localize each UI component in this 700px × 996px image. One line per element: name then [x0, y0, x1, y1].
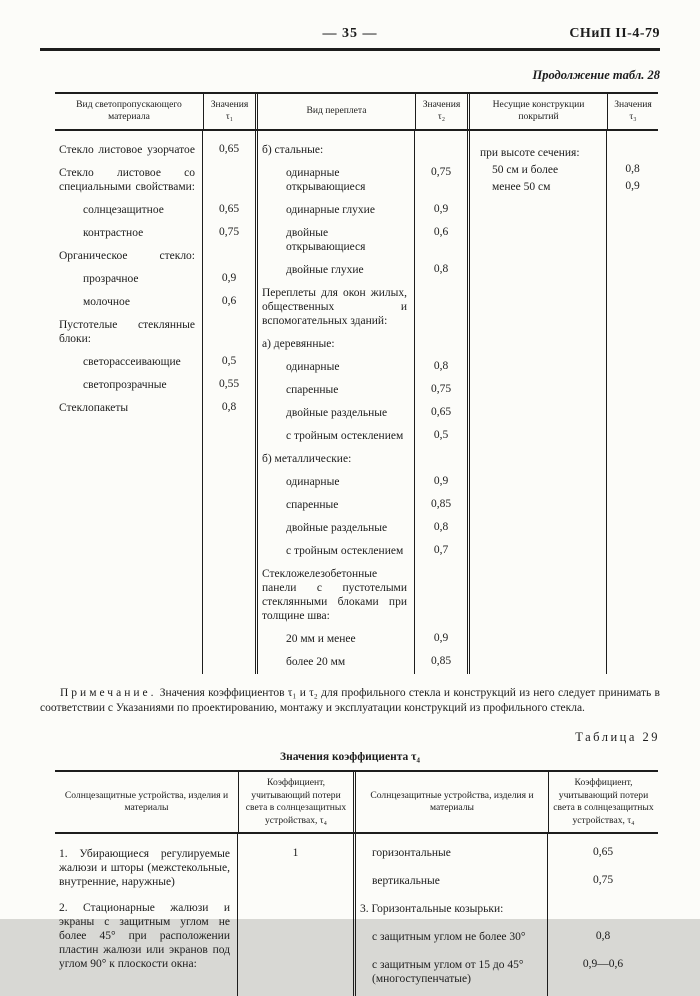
row-value: 0,8: [221, 401, 237, 414]
row-value: 0,65: [218, 142, 240, 155]
row-label: двойные раздельные: [286, 407, 388, 420]
row-label: б) металлические:: [262, 453, 352, 466]
row-label: с защитным углом от 15 до 45° (многоступенчатые): [372, 959, 524, 986]
table28-body: [55, 131, 658, 674]
table29-left-column: [55, 834, 353, 996]
header-rule: [40, 48, 660, 51]
row-value: 0,75: [592, 874, 614, 887]
doc-code: СНиП II-4-79: [569, 26, 660, 41]
row-value: 0,65: [430, 406, 452, 419]
row-label: одинарные: [286, 476, 340, 489]
row-label: светорассеивающие: [83, 356, 181, 369]
note-paragraph: [40, 686, 660, 716]
table28-binding-rows: [258, 131, 467, 674]
page-number: — 35 —: [322, 26, 378, 41]
row-label: светопрозрачные: [83, 379, 167, 392]
row-label: двойные глухие: [286, 264, 364, 277]
table28-header-binding: Вид переплета: [255, 94, 415, 129]
row-label: при высоте сечения:: [480, 146, 580, 159]
row-value: 0,85: [430, 655, 452, 668]
table29-right-column: [353, 834, 658, 996]
row-label: менее 50 см: [492, 180, 551, 193]
table28-header-tau1: Значения τ₁: [203, 94, 255, 129]
row-label: более 20 мм: [286, 656, 346, 669]
row-label: Стекложелезобетонные панели с пустотелыми стеклянными блоками при толщине шва:: [262, 568, 407, 623]
row-label: молочное: [83, 296, 130, 309]
row-label: двойные раздельные: [286, 522, 388, 535]
table28-material-column: [55, 131, 255, 674]
row-label: 1. Убирающиеся регулируемые жалюзи и шторы (межстекольные, внутренние, наружные): [59, 848, 230, 889]
table28-header-structures: Несущие конструкции покрытий: [467, 94, 607, 129]
row-label: спаренные: [286, 384, 339, 397]
row-label: одинарные: [286, 361, 340, 374]
row-value: 0,5: [221, 355, 237, 368]
table29-header-coef-right: Коэффициент, учитывающий потери света в солнцезащитных устройствах, τ₄: [548, 772, 658, 832]
row-value: 0,9: [221, 272, 237, 285]
row-label: Пустотелые стеклянные блоки:: [59, 319, 195, 346]
row-label: Органическое стекло:: [59, 250, 195, 263]
row-value: 0,75: [218, 226, 240, 238]
row-label: спаренные: [286, 499, 339, 512]
table28-structures-column: [467, 131, 658, 674]
row-value: 0,75: [430, 165, 452, 178]
row-label: Стекло листовое узорчатое: [59, 143, 195, 156]
row-value: 0,6: [433, 226, 449, 238]
row-value: 0,6: [221, 295, 237, 308]
row-label: 20 мм и менее: [286, 633, 356, 646]
row-label: двойные открывающиеся: [286, 227, 366, 254]
row-label: Стеклопакеты: [59, 402, 129, 415]
row-value: 0,8: [433, 521, 449, 534]
row-value: 0,55: [218, 378, 240, 391]
row-value: 0,5: [433, 429, 449, 442]
row-label: с защитным углом не более 30°: [372, 931, 526, 944]
row-label: одинарные глухие: [286, 203, 375, 216]
table-28: [55, 92, 658, 674]
table29-header-devices-right: Солнцезащитные устройства, изделия и материалы: [353, 772, 548, 832]
table29-header-devices-left: Солнцезащитные устройства, изделия и материалы: [64, 789, 229, 814]
row-value: 0,75: [430, 383, 452, 396]
row-value: 0,7: [433, 544, 449, 557]
row-label: Стекло листовое со специальными свойствами:: [59, 166, 195, 193]
table29-right-rows: [356, 834, 658, 996]
table-29: [55, 770, 658, 996]
table28-header-row: [55, 94, 658, 131]
note-text: Значения коэффициентов τ₁ и τ₂ для профильного стекла и конструкций из него следует принимать в соответствии с Указаниями по проектированию, монтажу и эксплуатации конструкций из профильного стекла.: [40, 687, 660, 715]
row-label: с тройным остеклением: [286, 545, 404, 558]
table29-title: Значения коэффициента τ₄: [280, 751, 420, 764]
row-label: прозрачное: [83, 273, 139, 286]
row-label: б) стальные:: [262, 143, 324, 156]
row-value: 0,9: [433, 475, 449, 488]
table29-left-rows: [55, 834, 353, 978]
table29-header-row: [55, 772, 658, 834]
table28-continuation-label: Продолжение табл. 28: [532, 68, 660, 82]
table29-header-coef-left: Коэффициент, учитывающий потери света в солнцезащитных устройствах, τ₄: [238, 772, 353, 832]
row-value: 0,8: [625, 162, 640, 175]
row-value: 0,8: [433, 263, 449, 276]
row-value: 0,9: [433, 632, 449, 645]
row-label: контрастное: [83, 227, 144, 239]
table29-label: Таблица 29: [575, 730, 660, 745]
table28-header-tau2: Значения τ₂: [415, 94, 467, 129]
table28-header-tau3: Значения τ₃: [607, 94, 658, 129]
row-label: вертикальные: [372, 875, 440, 888]
note-label: Примечание.: [60, 687, 157, 700]
row-value: 0,65: [218, 202, 240, 215]
row-value: 0,8: [433, 360, 449, 373]
row-label: одинарные открывающиеся: [286, 166, 366, 193]
table28-structures-rows: [470, 131, 658, 196]
row-label: 3. Горизонтальные козырьки:: [360, 903, 504, 916]
row-label: 2. Стационарные жалюзи и экраны с защитным углом не более 45° при расположении пластин жалюзи или экранов под углом 90° к плоскости окна:: [59, 902, 230, 971]
row-label: 50 см и более: [492, 163, 559, 176]
row-label: горизонтальные: [372, 847, 451, 860]
table28-header-material: Вид светопропускающего материала: [76, 99, 182, 123]
row-label: Переплеты для окон жилых, общественных и вспомогательных зданий:: [262, 287, 407, 328]
row-value: 0,9: [625, 179, 640, 192]
table29-body: [55, 834, 658, 996]
table28-binding-column: [255, 131, 467, 674]
table28-material-rows: [55, 131, 255, 420]
row-value: 0,9: [433, 202, 449, 215]
row-label: солнцезащитное: [83, 203, 164, 216]
row-label: а) деревянные:: [262, 338, 335, 351]
row-value: 0,9—0,6: [582, 958, 624, 971]
row-value: 0,65: [592, 846, 614, 859]
row-value: 0,85: [430, 498, 452, 511]
page-header: [40, 26, 660, 45]
row-value: 1: [292, 847, 299, 860]
row-label: с тройным остеклением: [286, 430, 404, 443]
row-value: 0,8: [595, 930, 611, 943]
